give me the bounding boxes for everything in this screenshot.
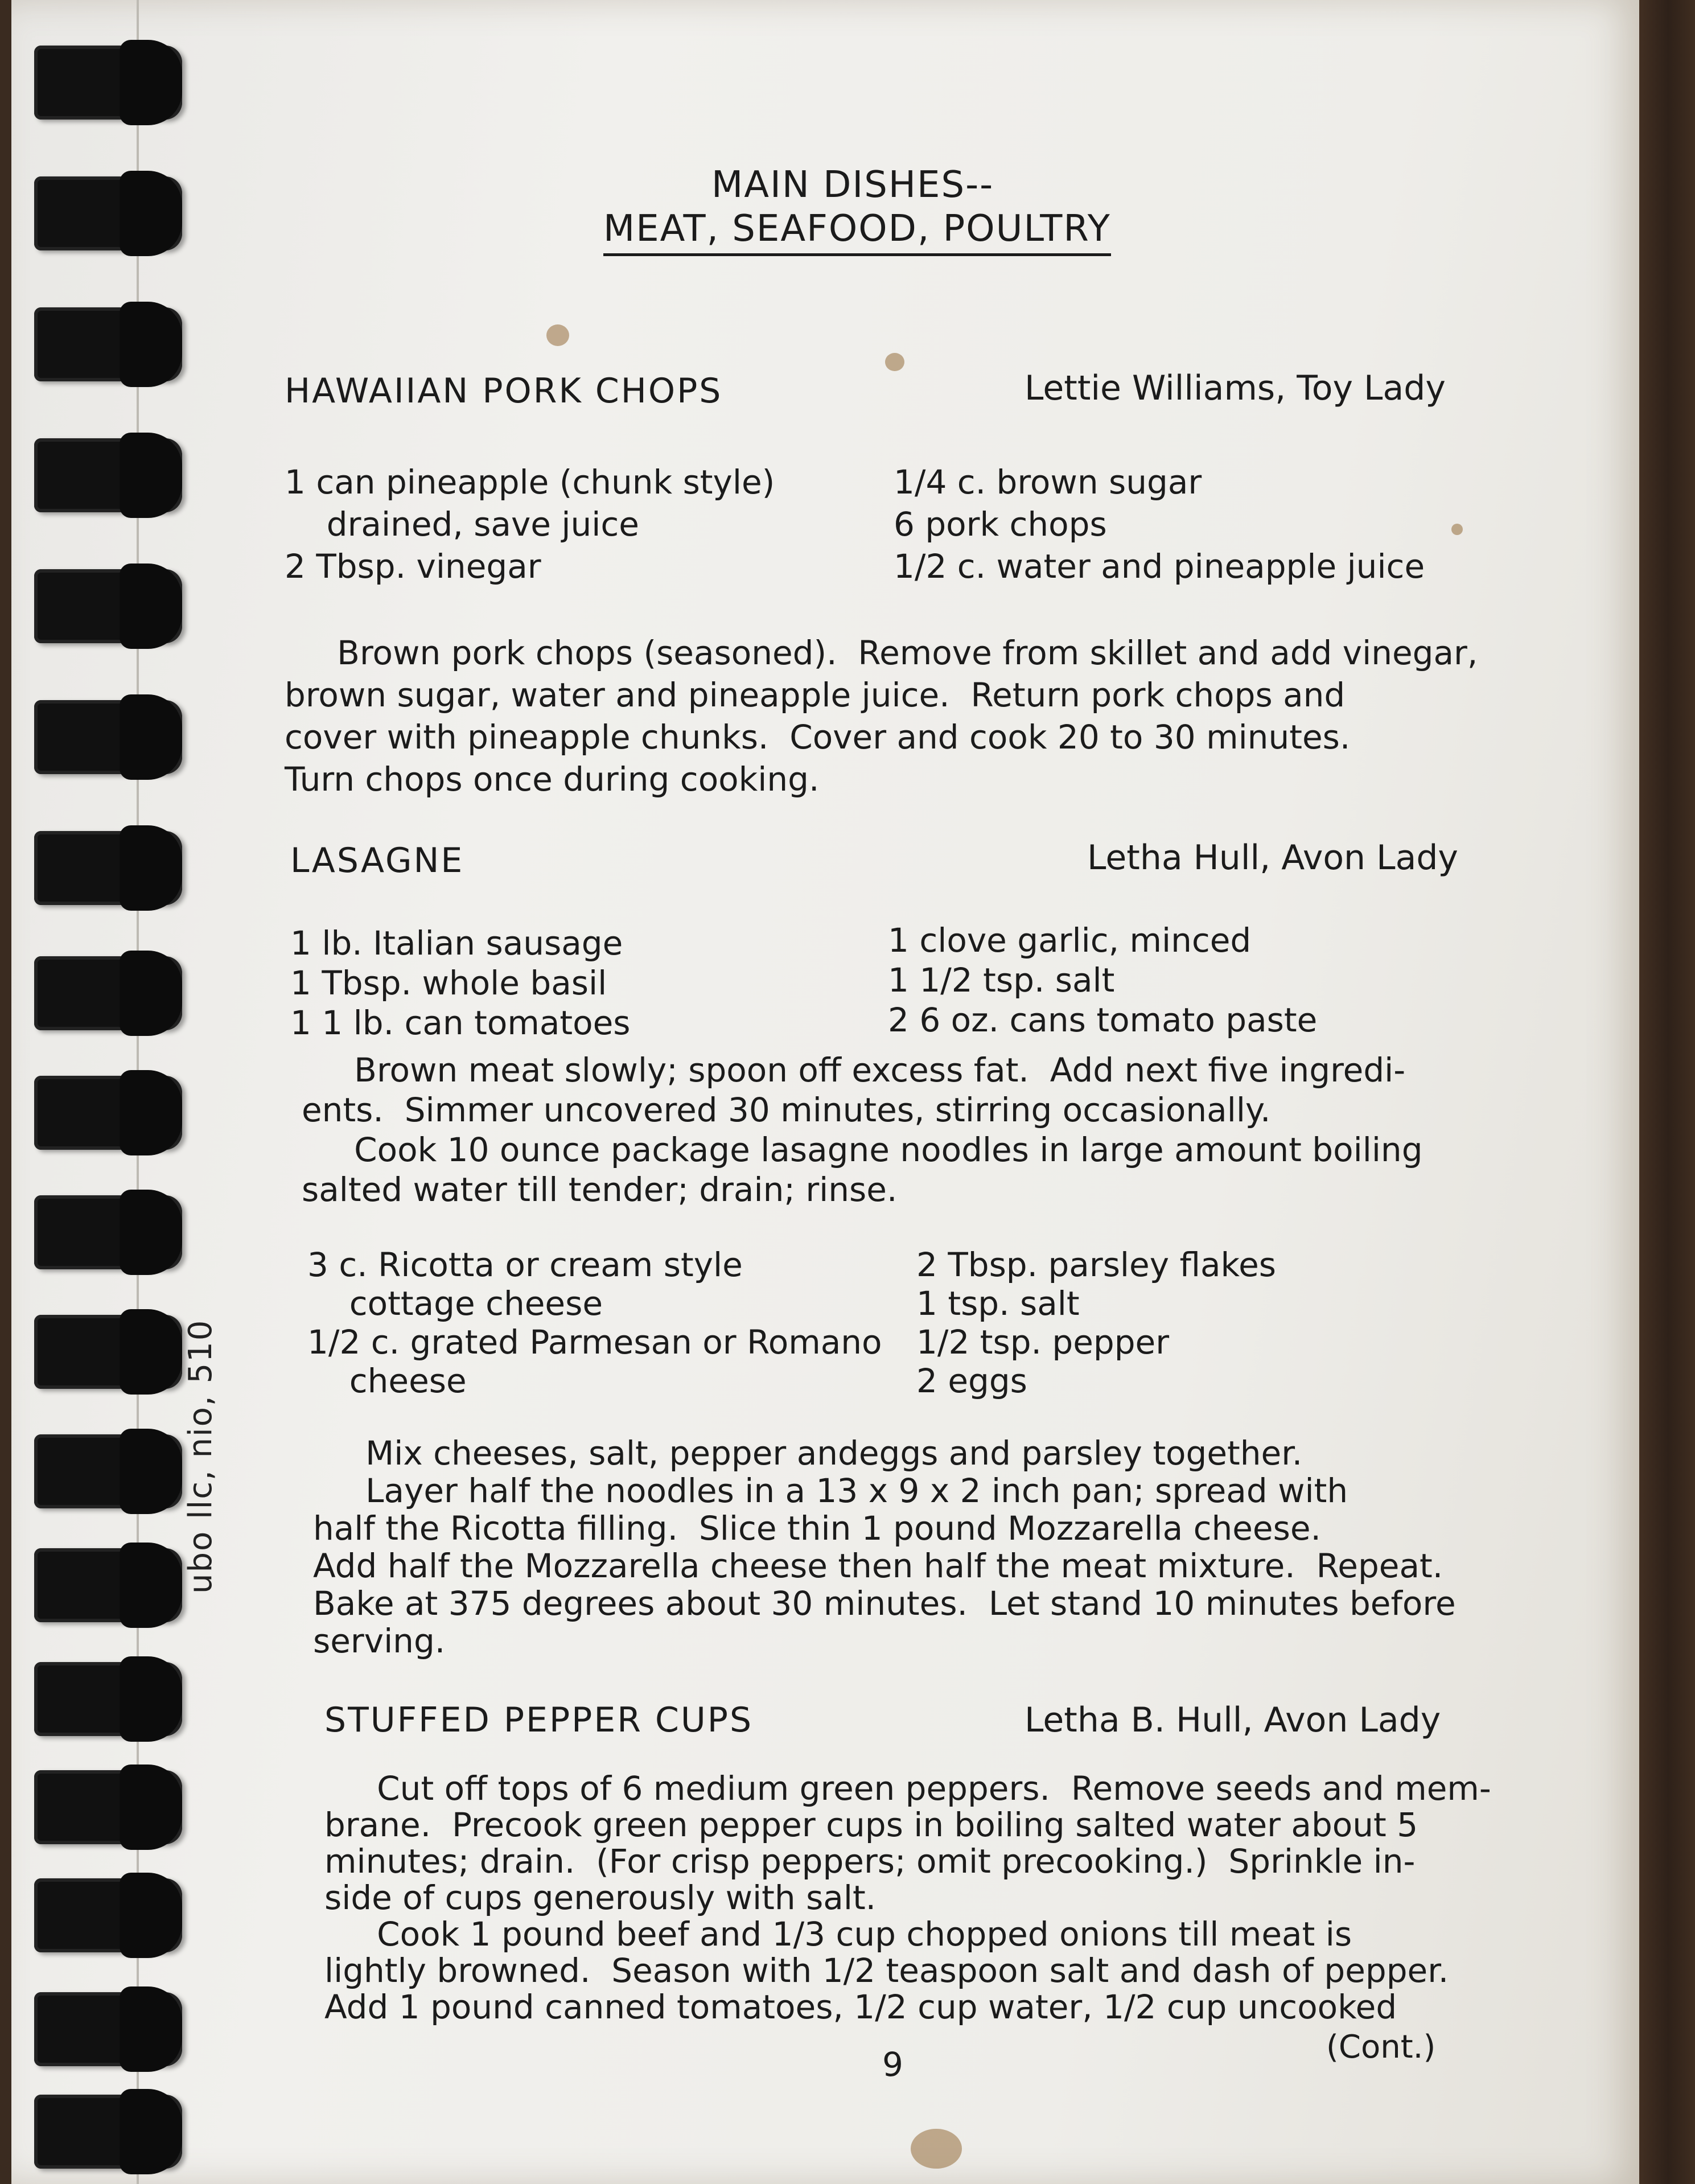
ingredient: 1 lb. Italian sausage: [290, 924, 623, 963]
ingredient: drained, save juice: [285, 505, 639, 544]
recipe-title: LASAGNE: [290, 841, 464, 881]
binding-ring: [34, 831, 182, 905]
recipe-author: Letha Hull, Avon Lady: [1087, 838, 1458, 878]
section-heading-line2: MEAT, SEAFOOD, POULTRY: [603, 208, 1111, 256]
binding-ring: [34, 569, 182, 643]
page-content: [279, 0, 1588, 2184]
recipe-title: HAWAIIAN PORK CHOPS: [285, 371, 723, 411]
ingredient: 1/2 c. water and pineapple juice: [894, 547, 1425, 586]
binding-ring: [34, 1992, 182, 2066]
ingredient: cheese: [307, 1362, 467, 1400]
spiral-binding: [11, 0, 250, 2184]
ingredient: 1/4 c. brown sugar: [894, 463, 1202, 501]
recipe-title: STUFFED PEPPER CUPS: [324, 1700, 754, 1740]
ingredient: 1/2 c. grated Parmesan or Romano: [307, 1323, 882, 1362]
binding-ring: [34, 1076, 182, 1150]
ingredient: cottage cheese: [307, 1284, 603, 1323]
ingredient: 2 6 oz. cans tomato paste: [888, 1001, 1318, 1039]
section-heading-line1: MAIN DISHES--: [711, 164, 994, 206]
binding-ring: [34, 700, 182, 774]
binding-ring: [34, 1662, 182, 1736]
ingredient: 6 pork chops: [894, 505, 1107, 544]
binding-ring: [34, 438, 182, 512]
binding-ring: [34, 1434, 182, 1508]
ingredient: 2 Tbsp. vinegar: [285, 547, 541, 586]
binding-ring: [34, 1548, 182, 1622]
ingredient: 1 clove garlic, minced: [888, 921, 1252, 960]
recipe-directions: Brown pork chops (seasoned). Remove from skillet and add vinegar, brown sugar, water and pineapple juice. Return pork chops and cover with pineapple chunks. Cover and cook 20 to 30 minutes. Turn chops once during cooking.: [285, 634, 1478, 799]
binding-ring: [34, 46, 182, 120]
recipe-directions: Brown meat slowly; spoon off excess fat. Add next five ingredi- ents. Simmer uncovered 30 minutes, stirring occasionally. Cook 10 ounce package lasagne noodles in large amount boiling salted water till tender; drain; rinse.: [302, 1051, 1423, 1209]
ingredient: 1 tsp. salt: [916, 1284, 1080, 1323]
ingredient: 2 Tbsp. parsley flakes: [916, 1245, 1276, 1284]
binding-ring: [34, 1315, 182, 1389]
binding-ring: [34, 2095, 182, 2169]
ingredient: 3 c. Ricotta or cream style: [307, 1245, 743, 1284]
recipe-directions: Cut off tops of 6 medium green peppers. Remove seeds and mem- brane. Precook green pepper cups in boiling salted water about 5 minutes; drain. (For crisp peppers; omit precooking.) Sprinkle in- side of cups generously with salt. Cook 1 pound beef and 1/3 cup chopped onions till meat is lightly browned. Season with 1/2 teaspoon salt and dash of pepper. Add 1 pound canned tomatoes, 1/2 cup water, 1/2 cup uncooked: [324, 1769, 1491, 2026]
binding-ring: [34, 307, 182, 381]
recipe-directions: Mix cheeses, salt, pepper andeggs and parsley together. Layer half the noodles in a 13 x 9 x 2 inch pan; spread with half the Ricotta filling. Slice thin 1 pound Mozzarella cheese. Add half the Mozzarella cheese then half the meat mixture. Repeat. Bake at 375 degrees about 30 minutes. Let stand 10 minutes before serving.: [313, 1434, 1456, 1660]
binding-ring: [34, 176, 182, 250]
ingredient: 1/2 tsp. pepper: [916, 1323, 1170, 1362]
ingredient: 2 eggs: [916, 1362, 1027, 1400]
ingredient: 1 1 lb. can tomatoes: [290, 1003, 631, 1042]
continued-label: (Cont.): [1326, 2029, 1436, 2066]
binding-ring: [34, 1195, 182, 1269]
binding-ring: [34, 1878, 182, 1952]
page-number: 9: [882, 2045, 903, 2084]
recipe-author: Lettie Williams, Toy Lady: [1025, 368, 1446, 408]
ingredient: 1 1/2 tsp. salt: [888, 961, 1115, 1000]
ingredient: 1 Tbsp. whole basil: [290, 964, 607, 1002]
ingredient: 1 can pineapple (chunk style): [285, 463, 775, 501]
binding-ring: [34, 1770, 182, 1844]
binding-ring: [34, 956, 182, 1030]
spine-publisher-text: ubo llc, nio, 510: [182, 1319, 219, 1594]
cookbook-page: [11, 0, 1639, 2184]
recipe-author: Letha B. Hull, Avon Lady: [1025, 1700, 1441, 1740]
